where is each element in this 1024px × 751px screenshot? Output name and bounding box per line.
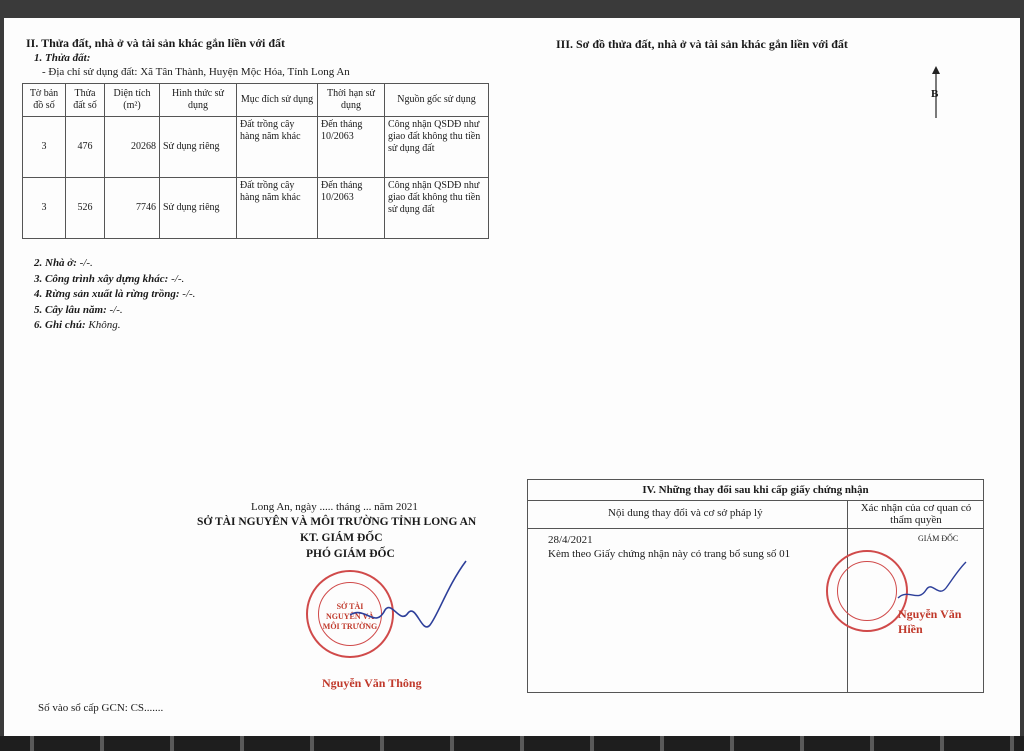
signer-name-2: Nguyễn Văn Hiền <box>898 607 962 636</box>
list-item: 5. Cây lâu năm: -/-. <box>34 303 123 316</box>
col-purpose: Mục đích sử dụng <box>237 84 318 117</box>
registry-number: Số vào sổ cấp GCN: CS....... <box>38 702 164 714</box>
col-parcel-no: Thửa đất số <box>66 84 105 117</box>
cell-term: Đến tháng 10/2063 <box>318 178 385 239</box>
cell-usage-form: Sử dụng riêng <box>160 178 237 239</box>
deputy-director-title: PHÓ GIÁM ĐỐC <box>306 548 395 560</box>
changes-col2-header: Xác nhận của cơ quan có thẩm quyền <box>860 502 972 526</box>
cell-usage-form: Sử dụng riêng <box>160 117 237 178</box>
land-parcel-subheading: 1. Thửa đất: <box>34 52 91 64</box>
cell-map-sheet: 3 <box>23 117 66 178</box>
col-map-sheet: Tờ bản đồ số <box>23 84 66 117</box>
cell-origin: Công nhận QSDĐ như giao đất không thu tiền sử dụng đất <box>385 117 489 178</box>
signer-name: Nguyễn Văn Thông <box>322 676 422 690</box>
change-content: Kèm theo Giấy chứng nhận này có trang bổ sung số 01 <box>548 548 791 560</box>
change-date: 28/4/2021 <box>548 534 593 546</box>
cell-parcel-no: 476 <box>66 117 105 178</box>
col-term: Thời hạn sử dụng <box>318 84 385 117</box>
official-stamp: SỞ TÀI NGUYÊN VÀ MÔI TRƯỜNG <box>306 570 394 658</box>
section3-heading: III. Sơ đồ thửa đất, nhà ở và tài sản khác gắn liền với đất <box>556 37 848 51</box>
list-item: 3. Công trình xây dựng khác: -/-. <box>34 272 185 285</box>
cell-area: 7746 <box>105 178 160 239</box>
table-row <box>23 117 489 178</box>
signing-date: Long An, ngày ..... tháng ... năm 2021 <box>251 501 418 513</box>
signature-hien <box>888 558 978 608</box>
changes-col1-header: Nội dung thay đổi và cơ sở pháp lý <box>608 507 763 519</box>
cell-purpose: Đất trồng cây hàng năm khác <box>237 117 318 178</box>
bottom-dark-strip <box>0 736 1024 751</box>
cell-purpose: Đất trồng cây hàng năm khác <box>237 178 318 239</box>
table-header-row <box>23 84 489 117</box>
changes-table <box>527 479 984 693</box>
issuing-agency: SỞ TÀI NGUYÊN VÀ MÔI TRƯỜNG TỈNH LONG AN <box>197 516 477 528</box>
land-address: - Địa chỉ sử dụng đất: Xã Tân Thành, Huyện Mộc Hóa, Tỉnh Long An <box>42 66 350 78</box>
cell-origin: Công nhận QSDĐ như giao đất không thu tiền sử dụng đất <box>385 178 489 239</box>
signature-thong <box>330 555 470 645</box>
col-origin: Nguồn gốc sử dụng <box>385 84 489 117</box>
list-item: 4. Rừng sản xuất là rừng trồng: -/-. <box>34 288 196 300</box>
col-usage-form: Hình thức sử dụng <box>160 84 237 117</box>
cell-area: 20268 <box>105 117 160 178</box>
parcel-table <box>22 83 489 239</box>
director-title: GIÁM ĐỐC <box>918 534 959 543</box>
north-label: B <box>931 88 939 100</box>
section2-heading: II. Thửa đất, nhà ở và tài sản khác gắn liền với đất <box>26 36 286 50</box>
section4-heading: IV. Những thay đổi sau khi cấp giấy chứng nhận <box>528 480 983 501</box>
other-assets-list <box>34 256 195 334</box>
kt-title: KT. GIÁM ĐỐC <box>300 532 383 544</box>
col-area: Diện tích (m²) <box>105 84 160 117</box>
cell-parcel-no: 526 <box>66 178 105 239</box>
list-item: 2. Nhà ở: -/-. <box>34 257 93 269</box>
list-item: 6. Ghi chú: Không. <box>34 319 121 331</box>
cell-term: Đến tháng 10/2063 <box>318 117 385 178</box>
table-row <box>23 178 489 239</box>
cell-map-sheet: 3 <box>23 178 66 239</box>
